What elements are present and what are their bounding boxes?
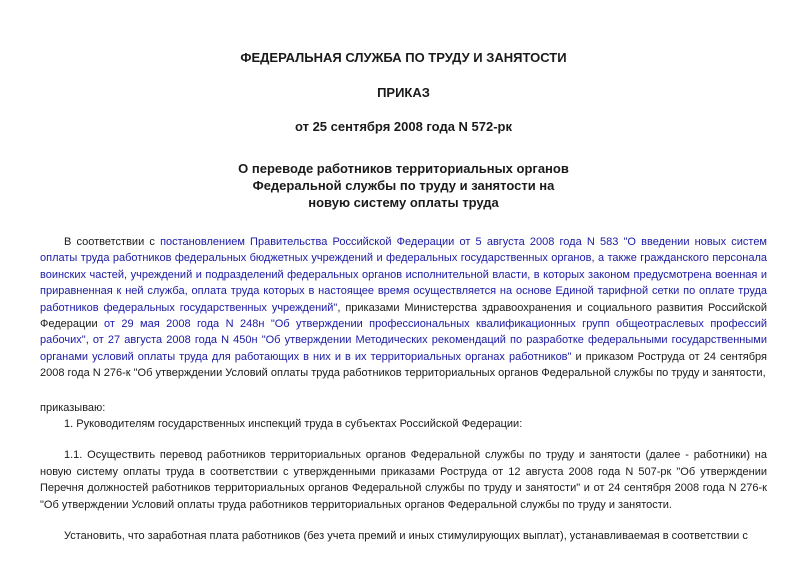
title-line-3: новую систему оплаты труда xyxy=(308,195,499,210)
document-date: от 25 сентября 2008 года N 572-рк xyxy=(294,119,513,134)
title-line-2: Федеральной службы по труду и занятости на xyxy=(252,178,555,193)
preamble-text-4: и приказом Роструда от 24 сентября 2008 года N 276-к "Об утверждении Условий оплаты труда работников территориальных органов Федеральной службы по труду и занятости, xyxy=(40,350,767,380)
document-title xyxy=(174,160,634,211)
order-word: приказываю: xyxy=(40,401,106,414)
item-1: 1. Руководителям государственных инспекций труда в субъектах Российской Федерации: xyxy=(64,418,523,431)
establish-paragraph: Установить, что заработная плата работников (без учета премий и иных стимулирующих выплат), устанавливаемая в соответствии с xyxy=(64,530,748,543)
preamble-text-3: , xyxy=(85,334,93,347)
preamble-paragraph xyxy=(40,234,767,382)
organization-name: ФЕДЕРАЛЬНАЯ СЛУЖБА ПО ТРУДУ И ЗАНЯТОСТИ xyxy=(240,50,567,65)
item-1-1: 1.1. Осуществить перевод работников территориальных органов Федеральной службы по труду и занятости (далее - работники) на новую систему оплаты труда в соответствии с утвержденными приказами Роструда от 12 августа 2008 года N 507-рк "Об утверждении Перечня должностей работников территориальных органов Федеральной службы по труду и занятости" и от 24 сентября 2008 года N 276-к "Об утверждении Условий оплаты труда работников территориальных органов Федеральной службы по труду и занятости. xyxy=(40,449,767,511)
link-order-248n[interactable]: от 29 мая 2008 года N 248н "Об утверждении профессиональных квалификационных групп общеотраслевых профессий рабочих" xyxy=(40,318,767,347)
preamble-text-1: В соответствии с xyxy=(64,236,161,248)
document-type: ПРИКАЗ xyxy=(377,85,430,100)
link-order-450n[interactable]: от 27 августа 2008 года N 450н "Об утверждении Методических рекомендаций по разработке федеральными государственными органами условий оплаты труда для работающих в них и в их территориальных органах работников" xyxy=(40,334,767,363)
title-line-1: О переводе работников территориальных органов xyxy=(238,161,569,176)
preamble-text-2: , приказами Министерства здравоохранения и социального развития Российской Федерации xyxy=(40,301,767,331)
link-government-decree-583[interactable]: постановлением Правительства Российской Федерации от 5 августа 2008 года N 583 "О введении новых систем оплаты труда работников федеральных бюджетных учреждений и федеральных государственных органов, а также гражданского персонала воинских частей, учреждений и подразделений федеральных органов исполнительной власти, в которых законом предусмотрена военная и приравненная к ней служба, оплата труда которых в настоящее время осуществляется на основе Единой тарифной сетки по оплате труда работников федеральных государственных учреждений" xyxy=(40,236,767,314)
